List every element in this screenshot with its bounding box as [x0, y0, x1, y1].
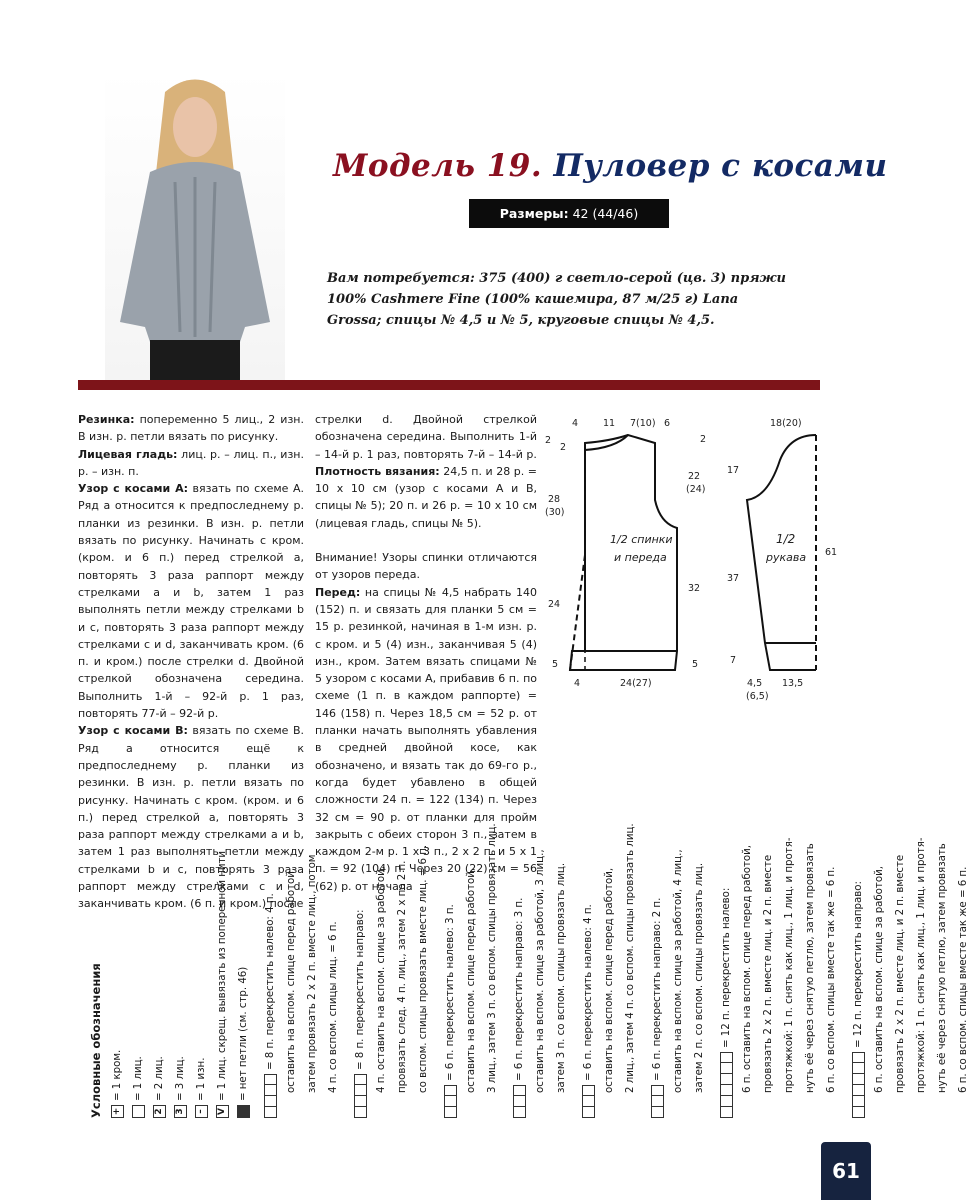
instructions-column-1 [78, 411, 304, 913]
dim-label: 7(10) [630, 418, 656, 429]
dim-label: 7 [730, 655, 737, 666]
cable-legend-item [260, 848, 281, 1138]
divider-rule [78, 380, 820, 390]
cable-symbol-icon [582, 1085, 595, 1118]
legend-item [191, 848, 212, 1138]
model-number: Модель 19. [333, 148, 543, 184]
legend-heading: Условные обозначения [89, 963, 103, 1118]
cable-symbol-icon [852, 1052, 865, 1118]
cable-legend-line: нуть её через снятую петлю, затем провязать [937, 843, 948, 1093]
sizes-label: Размеры: [499, 206, 569, 221]
legend-symbol-icon: V [216, 1105, 229, 1118]
dim-label: 22 [688, 471, 701, 482]
cable-legend-item [509, 848, 530, 1138]
sizes-badge [469, 199, 669, 228]
cable-legend-head: = 6 п. перекрестить направо: 3 п. [514, 897, 525, 1081]
cable-symbol-icon [354, 1074, 367, 1118]
cable-legend-line: 3 лиц., затем 3 п. со вспом. спицы провязать лиц. [487, 823, 498, 1093]
cable-symbol-icon [264, 1074, 277, 1118]
sleeve-label-2: рукава [766, 551, 807, 564]
legend-symbol-icon: 3 [174, 1105, 187, 1118]
cable-legend-line: 6 п. оставить на вспом. спице перед работой, [742, 845, 753, 1093]
paragraph-text: вязать по схеме В. Ряд а относится ещё к предпоследнему р. планки из резинки. В изн. р. петли вязать по рисунку. Начинать с кром. (кром. и 6 п.) перед стрелкой а, повторять 3 раза раппорт между стрелками а и b, затем 1 раз выполнять петли между стрелками b и c, повторять 3 раза раппорт между стрелками c и d, заканчивать кром. (6 п. и кром.) после [78, 724, 304, 911]
dim-label: 32 [688, 583, 701, 594]
cable-legend-line: оставить на вспом. спице перед работой, [604, 867, 615, 1093]
paragraph-text: вязать по схеме А. Ряд а относится к предпоследнему р. планки из резинки. В изн. р. петли вязать по рисунку. Начинать с кром. (кром. и 6 п.) перед стрелкой а, повторять 3 раза раппорт между стрелками а и b, затем 1 раз выполнять петли между стрелками b и c, повторять 3 раза раппорт между стрелками c и d, заканчивать кром. (6 п. и кром.) после стрелки d. Двойной стрелкой обозначена середина. Выполнить 1-й – 92-й р. 1 раз, повторять 77-й – 92-й р. [78, 482, 305, 721]
cable-legend-head: = 6 п. перекрестить направо: 2 п. [652, 897, 663, 1081]
dim-label: 18(20) [770, 418, 802, 429]
legend-symbol-icon [132, 1105, 145, 1118]
sleeve-schematic [727, 418, 837, 702]
dim-label: 4,5 [747, 678, 763, 689]
legend-item-text: = 1 лиц. [133, 1056, 144, 1101]
legend-symbol-icon: + [111, 1105, 124, 1118]
paragraph-lead: Лицевая гладь: [78, 447, 178, 461]
paragraph-text: лиц. р. – лиц. п., изн. р. – изн. п. [78, 447, 304, 478]
dim-label: (24) [686, 484, 706, 495]
cable-legend-item [578, 848, 599, 1138]
symbol-legend [85, 823, 969, 1138]
paragraph-lead: Резинка: [78, 413, 135, 426]
cable-legend-line: затем 2 п. со вспом. спицы провязать лиц. [694, 862, 705, 1093]
paragraph-lead: Перед: [315, 585, 361, 599]
cable-symbol-icon [444, 1085, 457, 1118]
dim-label: 24 [548, 599, 561, 610]
cable-legend-head: = 6 п. перекрестить налево: 4 п. [583, 904, 594, 1081]
dim-label: 2 [545, 435, 552, 446]
cable-legend-line: протяжкой: 1 п. снять как лиц., 1 лиц. и протя- [916, 837, 927, 1093]
paragraph-text: стрелки d. Двойной стрелкой обозначена середина. Выполнить 1-й – 14-й р. 1 раз, повторять 7-й – 14-й р. [315, 413, 537, 461]
materials-text: Вам потребуется: 375 (400) г светло-серой (цв. 3) пряжи 100% Cashmere Fine (100% кашемира, 87 м/25 г) Lana Grossa; спицы № 4,5 и № 5, круговые спицы № 4,5. [327, 271, 786, 328]
paragraph [78, 480, 304, 722]
cable-legend-head: = 12 п. перекрестить налево: [721, 887, 732, 1048]
legend-item [128, 848, 149, 1138]
paragraph-text: Внимание! Узоры спинки отличаются от узоров переда. [315, 551, 537, 582]
cable-legend-item [848, 848, 869, 1138]
paragraph [78, 446, 304, 481]
dim-label: 6 [664, 418, 671, 429]
cable-legend-line: со вспом. спицы провязать вместе лиц. = 6 п. [418, 844, 429, 1093]
cable-symbol-icon [720, 1052, 733, 1118]
cable-legend-line: 6 п. со вспом. спицы вместе так же = 6 п. [826, 866, 837, 1093]
cable-legend-line: оставить на вспом. спице перед работой, [286, 867, 297, 1093]
dim-label: 61 [825, 547, 838, 558]
cable-legend-item [440, 848, 461, 1138]
cable-legend-head: = 8 п. перекрестить направо: [355, 909, 366, 1070]
paragraph-text: попеременно 5 лиц., 2 изн. В изн. р. петли вязать по рисунку. [78, 413, 304, 444]
cable-legend-line: 6 п. оставить на вспом. спице за работой, [874, 866, 885, 1093]
cable-legend-line: 6 п. со вспом. спицы вместе так же = 6 п. [958, 866, 969, 1093]
paragraph-text: 24,5 п. и 28 р. = 10 х 10 см (узор с косами А и В, спицы № 5); 20 п. и 26 р. = 10 х 10 см (лицевая гладь, спицы № 5). [315, 464, 537, 530]
dim-label: (30) [545, 507, 565, 518]
legend-item [107, 848, 128, 1138]
paragraph-lead: Узор с косами В: [78, 724, 188, 738]
page-title [333, 148, 887, 184]
page-number: 61 [821, 1142, 871, 1200]
model-photo [105, 72, 285, 382]
cable-legend-line: оставить на вспом. спице за работой, 3 лиц., [535, 849, 546, 1093]
dim-label: 24(27) [620, 678, 652, 689]
paragraph [315, 411, 537, 463]
legend-item-text: = 2 лиц. [154, 1056, 165, 1101]
cable-legend-line: оставить на вспом. спице за работой, 4 лиц., [673, 849, 684, 1093]
cable-legend-item [647, 848, 668, 1138]
model-photo-illustration [105, 72, 285, 382]
paragraph-text: на спицы № 4,5 набрать 140 (152) п. и связать для планки 5 см = 15 р. резинкой, начиная в 1-м изн. р. с кром. и 5 (4) изн., заканчивая 5 (4) изн., кром. Затем вязать спицами № 5 узором с косами А, прибавив 6 п. по схеме (1 п. в каждом раппорте) = 146 (158) п. Через 18,5 см = 52 р. от планки начать выполнять убавления в средней двойной косе, как обозначено, и вязать так до 69-го р., когда будет убавлено в общей сложности 24 п. = 122 (134) п. Через 32 см = 90 р. от планки для пройм закрыть с обеих сторон 3 п., затем в каждом 2-м р. 1 х 3 п., 2 х 2 п. и 5 х 1 п. = 92 (104) п. Через 20 (22) см = 56 (62) р. от начала [315, 585, 537, 893]
sleeve-label: 1/2 [776, 532, 796, 546]
dim-label: 13,5 [782, 678, 804, 689]
cable-legend-line: затем провязать 2 х 2 п. вместе лиц., потом [307, 854, 318, 1093]
dim-label: 28 [548, 494, 561, 505]
cable-legend-line: провязать след. 4 п. лиц., затем 2 х по 2 п. [397, 860, 408, 1093]
instructions-column-2 [315, 411, 537, 895]
cable-legend-item [350, 848, 371, 1138]
dim-label: 5 [692, 659, 699, 670]
cable-symbol-icon [513, 1085, 526, 1118]
pattern-schematic [540, 405, 840, 715]
model-name: Пуловер с косами [553, 148, 888, 184]
dim-label: 4 [572, 418, 579, 429]
dim-label: 2 [700, 434, 707, 445]
dim-label: 5 [552, 659, 559, 670]
legend-item-text: = 1 лиц. скрещ. вывязать из поперечной нити [217, 850, 228, 1101]
dim-label: 37 [727, 573, 740, 584]
dim-label: (6,5) [746, 691, 769, 702]
cable-legend-line: затем 3 п. со вспом. спицы провязать лиц. [556, 862, 567, 1093]
cable-legend-line: 2 лиц., затем 4 п. со вспом. спицы провязать лиц. [625, 823, 636, 1093]
cable-legend-head: = 12 п. перекрестить направо: [853, 881, 864, 1048]
cable-legend-line: протяжкой: 1 п. снять как лиц., 1 лиц. и протя- [784, 837, 795, 1093]
cable-legend-line: 4 п. оставить на вспом. спице за работой, [376, 866, 387, 1093]
cable-legend-head: = 8 п. перекрестить налево: 4 п. [265, 893, 276, 1070]
legend-symbol-icon [237, 1105, 250, 1118]
cable-symbol-icon [651, 1085, 664, 1118]
cable-legend-line: нуть её через снятую петлю, затем провязать [805, 843, 816, 1093]
body-label: 1/2 спинки [610, 533, 673, 546]
paragraph [78, 411, 304, 446]
cable-legend-line: оставить на вспом. спице перед работой, [466, 867, 477, 1093]
legend-item [149, 848, 170, 1138]
legend-symbol-icon: 2 [153, 1105, 166, 1118]
legend-item [170, 848, 191, 1138]
cable-legend-head: = 6 п. перекрестить налево: 3 п. [445, 904, 456, 1081]
sizes-value: 42 (44/46) [572, 206, 639, 221]
dim-label: 4 [574, 678, 581, 689]
legend-item [212, 848, 233, 1138]
paragraph-lead: Узор с косами А: [78, 482, 188, 496]
body-label-2: и переда [614, 551, 667, 564]
legend-symbol-icon: – [195, 1105, 208, 1118]
dim-label: 2 [560, 442, 567, 453]
legend-item-text: = 1 изн. [196, 1057, 207, 1101]
cable-legend-item [716, 848, 737, 1138]
paragraph-lead: Плотность вязания: [315, 464, 440, 478]
legend-item-text: = 1 кром. [112, 1049, 123, 1101]
legend-item [233, 848, 254, 1138]
cable-legend-line: 4 п. со вспом. спицы лиц. = 6 п. [328, 921, 339, 1093]
cable-legend-line: провязать 2 х 2 п. вместе лиц. и 2 п. вместе [763, 854, 774, 1093]
paragraph [315, 463, 537, 532]
legend-item-text: = нет петли (см. стр. 46) [238, 966, 249, 1101]
dim-label: 17 [727, 465, 740, 476]
legend-item-text: = 3 лиц. [175, 1056, 186, 1101]
body-schematic [545, 418, 706, 689]
paragraph [315, 549, 537, 584]
dim-label: 11 [603, 418, 616, 429]
cable-legend-line: провязать 2 х 2 п. вместе лиц. и 2 п. вместе [895, 854, 906, 1093]
